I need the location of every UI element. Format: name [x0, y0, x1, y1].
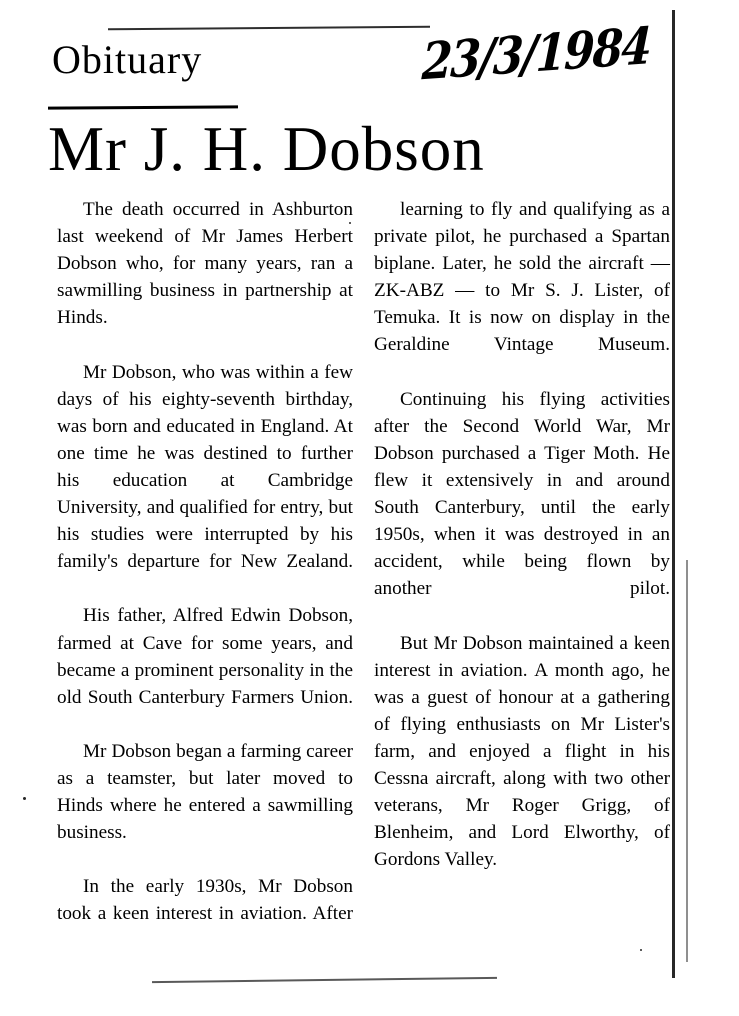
handwritten-date-annotation: 23/3/1984: [420, 17, 651, 92]
page-title: Mr J. H. Dobson: [48, 114, 485, 184]
scan-speck: [23, 797, 26, 800]
article-paragraph: In the early 1930s, Mr Dobson took a keen interest in aviation. After: [57, 876, 353, 925]
article-paragraph: Mr Dobson, who was within a few days of his eighty-seventh birthday, was born and educated in England. At one time he was destined to further his education at Cambridge University, and qualified for entry, but his studies were interrupted by his family's departure for New Zealand.: [57, 361, 353, 573]
article-column-left: [57, 196, 353, 955]
article-paragraph: But Mr Dobson maintained a keen interest in aviation. A month ago, he was a guest of honour at a gathering of flying enthusiasts on Mr Lister's farm, and enjoyed a flight in his Cessna aircraft, along with two other veterans, Mr Roger Grigg, of Blenheim, and Lord Elworthy, of Gordons Valley.: [374, 632, 670, 871]
kicker-rule: [48, 105, 238, 109]
article-paragraph: learning to fly and qualifying as a private pilot, he purchased a Spartan biplane. Later, he sold the aircraft — ZK-ABZ — to Mr S. J. Lister, of Temuka. It is now on display in the Geraldine Vintage Museum.: [374, 199, 670, 356]
clipping-bottom-cut-edge: [152, 977, 497, 983]
article-column-right: [374, 196, 670, 873]
section-kicker: Obituary: [52, 37, 203, 82]
masthead: [0, 0, 739, 200]
article-paragraph: Mr Dobson began a farming career as a teamster, but later moved to Hinds where he entered a sawmilling business.: [57, 740, 353, 844]
article-paragraph: Continuing his flying activities after the Second World War, Mr Dobson purchased a Tiger Moth. He flew it extensively in and around South Canterbury, until the early 1950s, when it was destroyed in an accident, while being flown by another pilot.: [374, 388, 670, 600]
article-paragraph: The death occurred in Ashburton last weekend of Mr James Herbert Dobson who, for many years, ran a sawmilling business in partnership at Hinds.: [57, 199, 353, 329]
clipping-right-cut-edge-secondary: [686, 560, 688, 962]
scan-speck: [640, 949, 642, 951]
article-paragraph: His father, Alfred Edwin Dobson, farmed at Cave for some years, and became a prominent personality in the old South Canterbury Farmers Union.: [57, 605, 353, 708]
